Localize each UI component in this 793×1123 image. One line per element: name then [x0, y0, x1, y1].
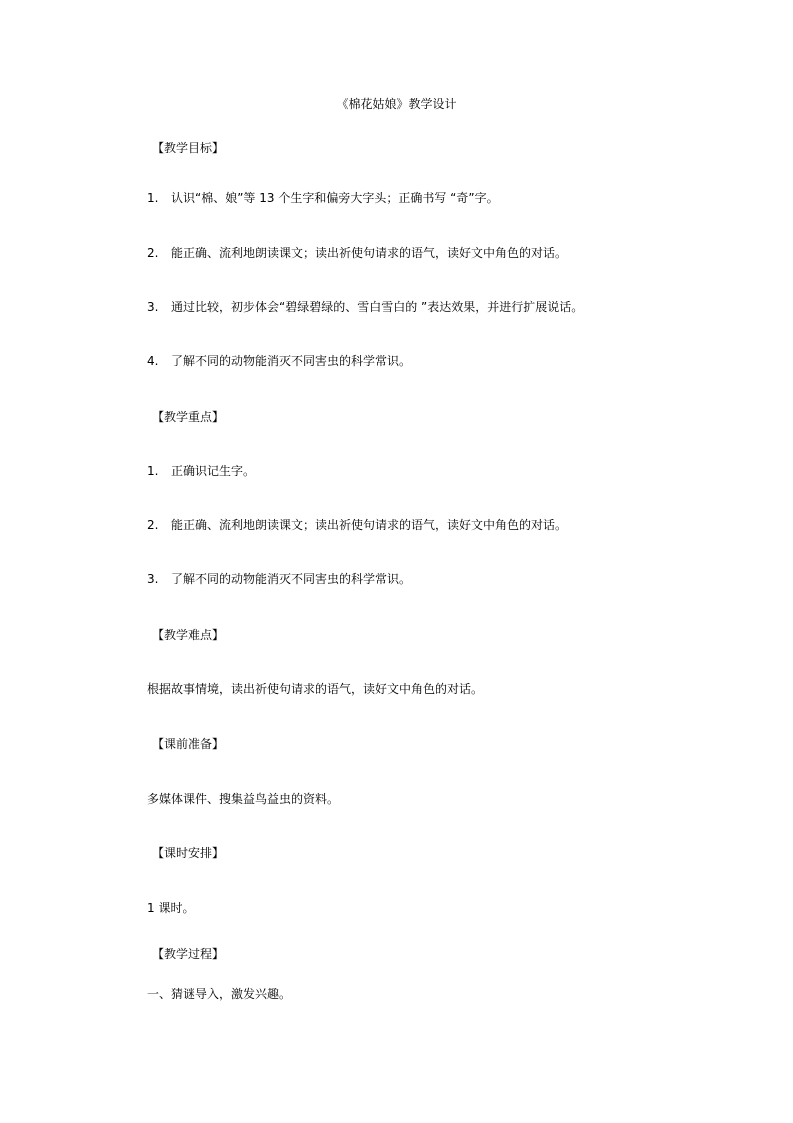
item-number: 3.: [147, 300, 159, 314]
item-number: 1.: [147, 191, 159, 205]
goal-item: [147, 299, 583, 315]
section-heading-process: 【教学过程】: [152, 947, 225, 961]
document-title: 《棉花姑娘》教学设计: [336, 97, 457, 111]
goal-item: [147, 353, 411, 369]
item-text: 了解不同的动物能消灭不同害虫的科学常识。: [171, 354, 412, 368]
key-point-item: [147, 463, 255, 479]
item-number: 4.: [147, 354, 159, 368]
section-heading-schedule: 【课时安排】: [152, 846, 225, 860]
goal-item: [147, 190, 499, 206]
item-text: 能正确、流利地朗读课文；读出祈使句请求的语气，读好文中角色的对话。: [171, 246, 568, 260]
item-number: 1.: [147, 464, 159, 478]
item-number: 3.: [147, 572, 159, 586]
item-number: 2.: [147, 518, 159, 532]
item-text: 通过比较，初步体会“碧绿碧绿的、雪白雪白的 ”表达效果，并进行扩展说话。: [171, 300, 584, 314]
preparation-text: 多媒体课件、搜集益鸟益虫的资料。: [147, 792, 340, 806]
goal-item: [147, 245, 567, 261]
section-heading-difficulties: 【教学难点】: [152, 628, 225, 642]
section-heading-goals: 【教学目标】: [152, 141, 225, 155]
schedule-text: 1 课时。: [147, 901, 195, 915]
section-heading-key-points: 【教学重点】: [152, 410, 225, 424]
difficulties-text: 根据故事情境，读出祈使句请求的语气，读好文中角色的对话。: [147, 682, 484, 696]
item-number: 2.: [147, 246, 159, 260]
item-text: 认识“棉、娘”等 13 个生字和偏旁大字头；正确书写 “奇”字。: [171, 191, 499, 205]
key-point-item: [147, 571, 411, 587]
item-text: 能正确、流利地朗读课文；读出祈使句请求的语气，读好文中角色的对话。: [171, 518, 568, 532]
item-text: 正确识记生字。: [171, 464, 256, 478]
process-text: 一、猜谜导入，激发兴趣。: [147, 987, 292, 1001]
item-text: 了解不同的动物能消灭不同害虫的科学常识。: [171, 572, 412, 586]
key-point-item: [147, 517, 567, 533]
section-heading-preparation: 【课前准备】: [152, 737, 225, 751]
